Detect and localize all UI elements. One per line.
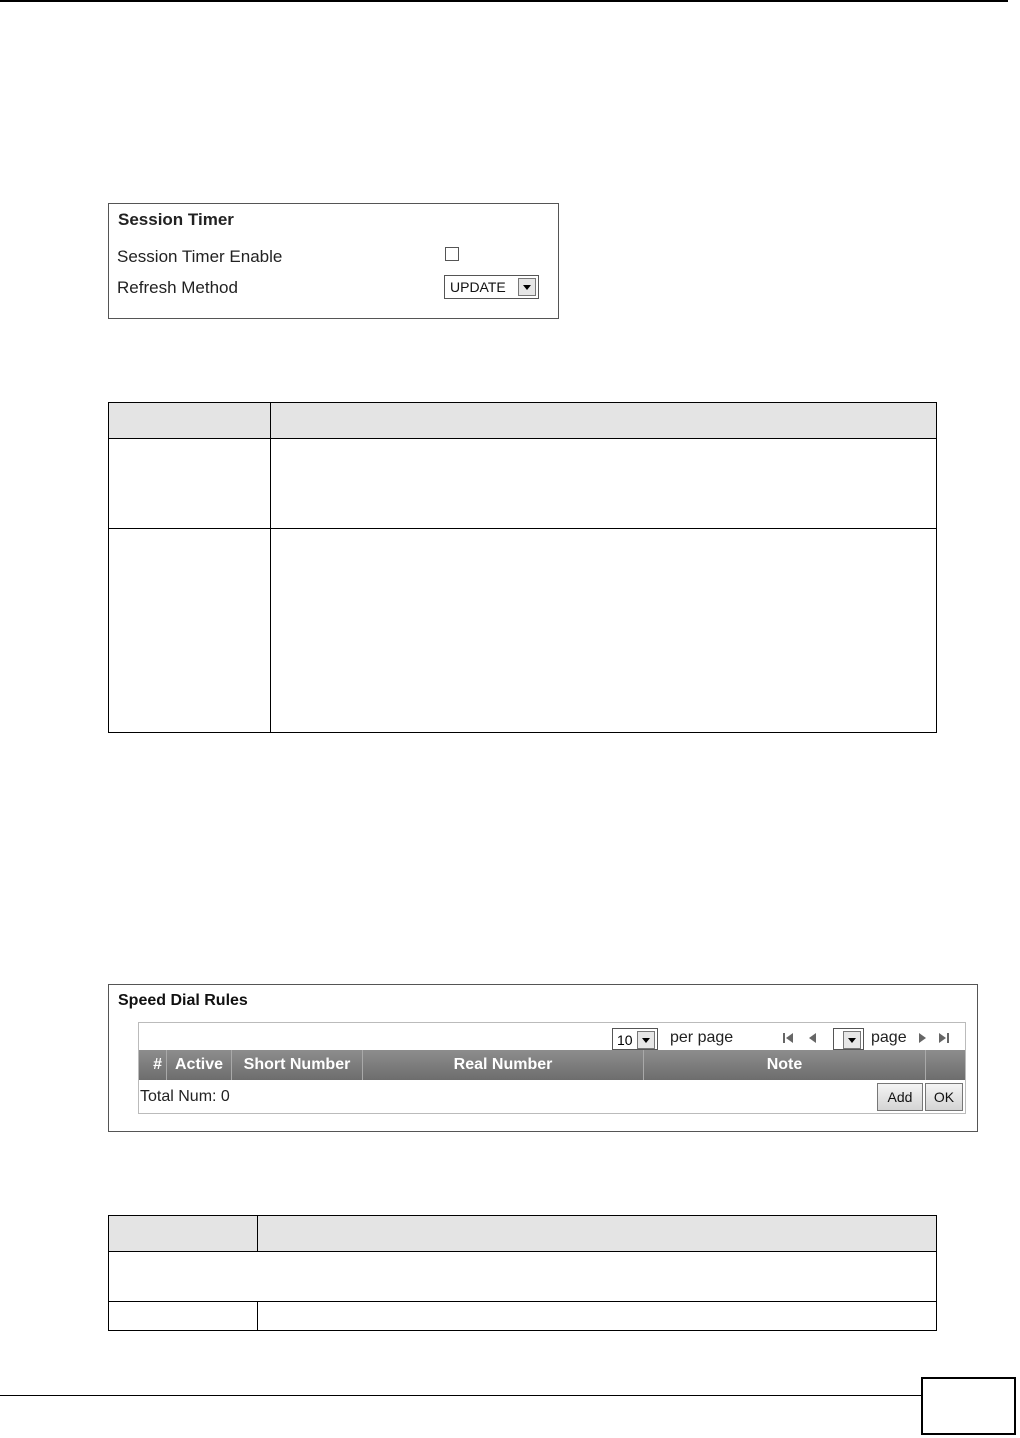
refresh-method-select[interactable] [444, 275, 539, 299]
speed-dial-description-table [108, 1215, 937, 1331]
page-number-box [921, 1377, 1016, 1435]
per-page-value: 10 [617, 1032, 633, 1048]
table-header-cell [271, 403, 937, 439]
table-row [109, 529, 937, 733]
last-page-icon[interactable] [938, 1032, 950, 1044]
table-cell [109, 439, 271, 529]
refresh-method-label: Refresh Method [117, 278, 238, 297]
session-timer-description-table [108, 402, 937, 733]
column-header-number: # [139, 1050, 167, 1080]
table-header-cell [109, 403, 271, 439]
ok-button[interactable]: OK [925, 1083, 963, 1111]
table-cell [271, 529, 937, 733]
table-header-row [139, 1050, 965, 1080]
speed-dial-rules-panel [108, 984, 978, 1132]
column-header-real-number: Real Number [363, 1050, 644, 1080]
table-row [109, 439, 937, 529]
chevron-down-icon[interactable] [843, 1031, 861, 1049]
column-header-note: Note [644, 1050, 926, 1080]
page-label: page [871, 1029, 907, 1046]
table-header-row [109, 1216, 937, 1252]
table-cell [109, 529, 271, 733]
speed-dial-rules-title: Speed Dial Rules [118, 992, 248, 1009]
speed-dial-rules-table [138, 1022, 966, 1114]
prev-page-icon[interactable] [807, 1032, 819, 1044]
chevron-down-icon[interactable] [518, 278, 536, 296]
column-header-active: Active [167, 1050, 232, 1080]
session-timer-title: Session Timer [118, 210, 234, 229]
top-rule [0, 0, 1008, 2]
table-header-cell [109, 1216, 258, 1252]
session-timer-enable-label: Session Timer Enable [117, 247, 283, 266]
session-timer-panel [108, 203, 559, 319]
total-num-label: Total Num: 0 [140, 1088, 230, 1105]
chevron-down-icon[interactable] [637, 1031, 655, 1049]
first-page-icon[interactable] [782, 1032, 794, 1044]
refresh-method-value: UPDATE [450, 279, 506, 295]
footer-rule [0, 1395, 922, 1396]
table-header-row [109, 403, 937, 439]
column-header-blank [926, 1050, 965, 1080]
session-timer-enable-checkbox[interactable] [445, 247, 459, 261]
next-page-icon[interactable] [916, 1032, 928, 1044]
table-row [109, 1302, 937, 1331]
table-row [109, 1252, 937, 1302]
table-cell [271, 439, 937, 529]
per-page-label: per page [670, 1029, 734, 1046]
add-button[interactable]: Add [877, 1083, 923, 1111]
column-header-short-number: Short Number [232, 1050, 363, 1080]
table-header-cell [258, 1216, 937, 1252]
table-cell [109, 1302, 258, 1331]
per-page-select[interactable] [612, 1028, 658, 1050]
table-cell [109, 1252, 937, 1302]
table-cell [258, 1302, 937, 1331]
page-select[interactable] [833, 1028, 864, 1050]
